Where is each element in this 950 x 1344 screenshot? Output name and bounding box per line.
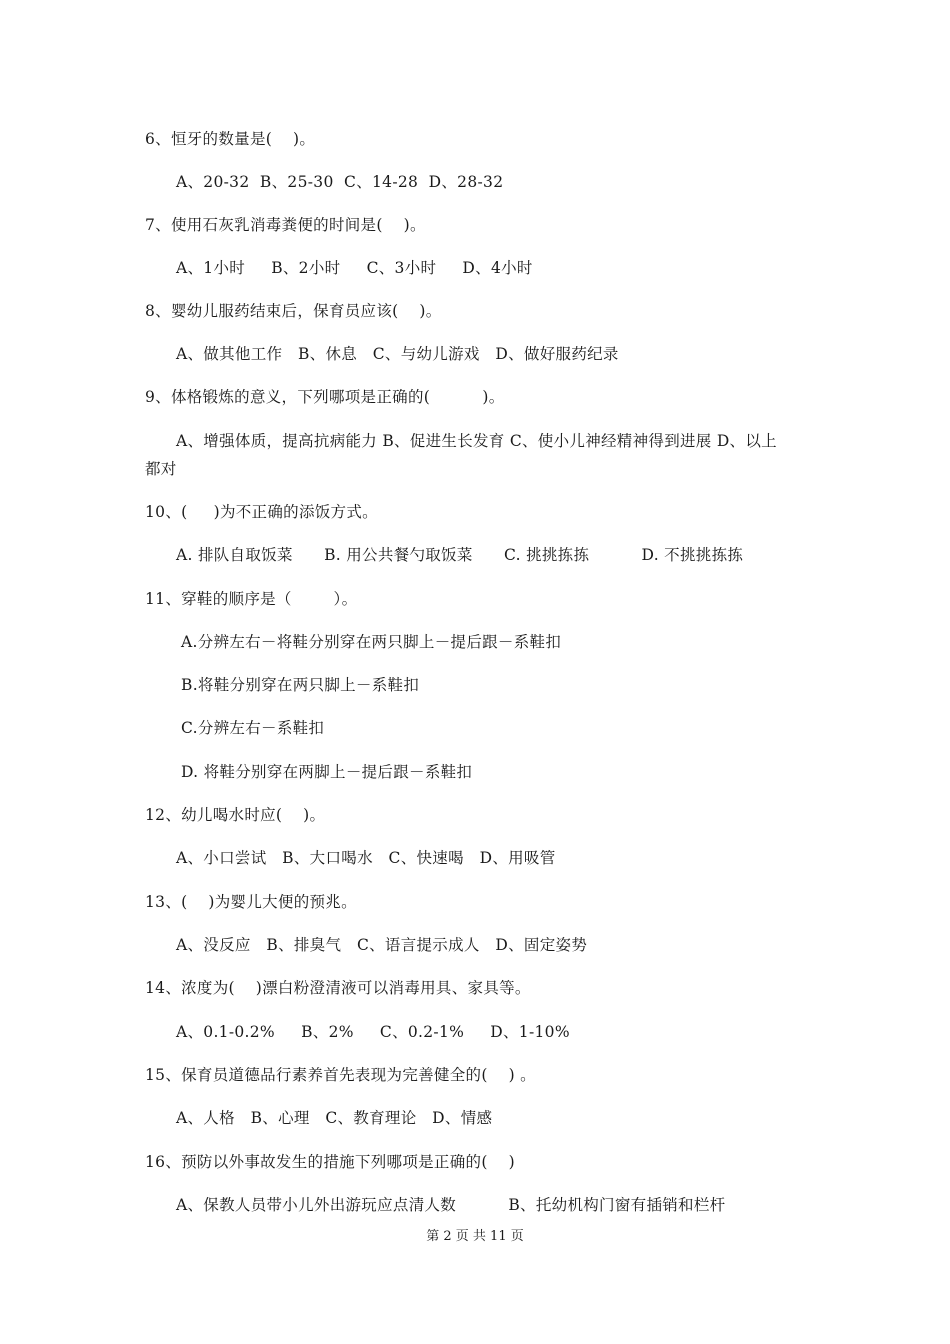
page-number-footer: 第 2 页 共 11 页 bbox=[426, 1229, 524, 1244]
question-7-stem: 7、使用石灰乳消毒粪便的时间是( )。 bbox=[145, 216, 426, 234]
question-14-options: A、0.1-0.2% B、2% C、0.2-1% D、1-10% bbox=[176, 1023, 570, 1041]
question-13-stem: 13、( )为婴儿大便的预兆。 bbox=[145, 893, 357, 911]
question-16-stem: 16、预防以外事故发生的措施下列哪项是正确的( ) bbox=[145, 1153, 515, 1171]
question-8-options: A、做其他工作 B、休息 C、与幼儿游戏 D、做好服药纪录 bbox=[176, 345, 619, 363]
question-12-options: A、小口尝试 B、大口喝水 C、快速喝 D、用吸管 bbox=[176, 849, 556, 867]
question-16-options: A、保教人员带小儿外出游玩应点清人数 B、托幼机构门窗有插销和栏杆 bbox=[176, 1196, 726, 1214]
question-9-stem: 9、体格锻炼的意义，下列哪项是正确的( )。 bbox=[145, 388, 505, 406]
question-14-stem: 14、浓度为( )漂白粉澄清液可以消毒用具、家具等。 bbox=[145, 979, 531, 997]
question-6-options: A、20-32 B、25-30 C、14-28 D、28-32 bbox=[176, 173, 504, 191]
question-8-stem: 8、婴幼儿服药结束后，保育员应该( )。 bbox=[145, 302, 442, 320]
question-15-options: A、人格 B、心理 C、教育理论 D、情感 bbox=[176, 1109, 493, 1127]
question-6-stem: 6、恒牙的数量是( )。 bbox=[145, 130, 316, 148]
question-11-option-d: D. 将鞋分别穿在两脚上－提后跟－系鞋扣 bbox=[181, 763, 473, 781]
question-12-stem: 12、幼儿喝水时应( )。 bbox=[145, 806, 326, 824]
question-10-options: A. 排队自取饭菜 B. 用公共餐勺取饭菜 C. 挑挑拣拣 D. 不挑挑拣拣 bbox=[176, 546, 744, 564]
question-11-option-c: C.分辨左右－系鞋扣 bbox=[181, 719, 325, 737]
question-10-stem: 10、( )为不正确的添饭方式。 bbox=[145, 503, 378, 521]
question-11-stem: 11、穿鞋的顺序是（ ）。 bbox=[145, 590, 358, 608]
question-11-option-a: A.分辨左右－将鞋分别穿在两只脚上－提后跟－系鞋扣 bbox=[181, 633, 562, 651]
question-15-stem: 15、保育员道德品行素养首先表现为完善健全的( ) 。 bbox=[145, 1066, 536, 1084]
question-9-options: A、增强体质，提高抗病能力 B、促进生长发育 C、使小儿神经精神得到进展 D、以上 bbox=[176, 432, 777, 450]
question-11-option-b: B.将鞋分别穿在两只脚上－系鞋扣 bbox=[181, 676, 420, 694]
question-13-options: A、没反应 B、排臭气 C、语言提示成人 D、固定姿势 bbox=[176, 936, 588, 954]
question-9-options-cont: 都对 bbox=[145, 460, 177, 478]
question-7-options: A、1小时 B、2小时 C、3小时 D、4小时 bbox=[176, 259, 533, 277]
